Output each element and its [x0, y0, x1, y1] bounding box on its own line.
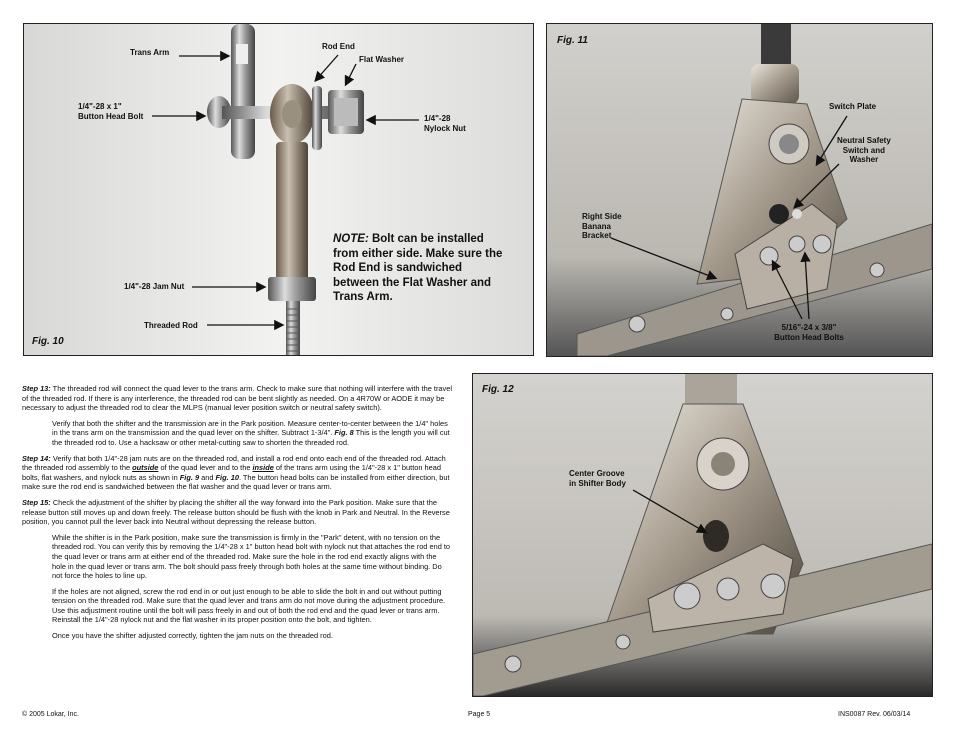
step-14-a: Verify that both 1/4"-28 jam nuts are on the threaded rod, and install a rod end onto each end of the threaded rod. Attach the threaded rod assembly to the	[22, 453, 446, 473]
label-threaded-rod: Threaded Rod	[144, 321, 198, 330]
step-13-paragraph-2	[52, 419, 452, 448]
step-14-number: Step 14:	[22, 453, 51, 463]
label-rod-end: Rod End	[322, 42, 355, 51]
instruction-steps	[22, 384, 452, 647]
fig10-photo	[24, 24, 533, 355]
label-flat-washer: Flat Washer	[359, 55, 405, 64]
step-15	[22, 498, 452, 527]
fig12-photo	[473, 374, 932, 696]
note-body: Bolt can be installed from either side. Make sure the Rod End is sandwiched between the Flat Washer and Trans Arm.	[333, 233, 503, 303]
label-neutral-l3: Washer	[849, 155, 879, 164]
label-rsb-l2: Banana	[582, 221, 611, 231]
label-neutral-safety	[837, 136, 891, 165]
label-rsb-l1: Right Side	[582, 212, 622, 221]
label-bolts-l1: 5/16"-24 x 3/8"	[781, 323, 837, 332]
label-groove-l2: in Shifter Body	[569, 478, 626, 488]
label-bolts-l2: Button Head Bolts	[774, 332, 844, 342]
label-jam-nut: 1/4"-28 Jam Nut	[124, 282, 185, 291]
label-neutral-l2: Switch and	[842, 145, 886, 155]
step-14-d: . The button head bolts can be installed from either direction, but make sure the rod end is sandwiched between the flat washer and the quad lever or trans arm.	[22, 472, 450, 492]
step-14-fig9: Fig. 9	[179, 472, 200, 482]
step-14-c: of the trans arm using the 1/4"-28 x 1" button head bolts, flat washers, and nylock nuts as shown in	[22, 463, 441, 482]
step-14-fig10: Fig. 10	[215, 472, 239, 482]
label-right-side-bracket	[582, 212, 622, 241]
label-button-head-bolt	[78, 102, 143, 121]
step-14-and: and	[199, 472, 216, 482]
fig10-label: Fig. 10	[32, 336, 64, 347]
label-nylock-line1: 1/4"-28	[424, 114, 451, 123]
step-14-b: of the quad lever and to the	[158, 463, 253, 473]
label-bolt-line2: Button Head Bolt	[78, 111, 144, 121]
footer-page-number: Page 5	[468, 711, 491, 718]
fig12-panel	[472, 373, 933, 697]
step-15-paragraph-4: Once you have the shifter adjusted correctly, tighten the jam nuts on the threaded rod.	[52, 631, 333, 641]
note-lead: NOTE:	[333, 233, 369, 245]
step-15-paragraph-2: While the shifter is in the Park position, make sure the transmission is firmly in the "Park" detent, with no tension on the threaded rod. You can verify this by removing the 1/4"-28 x 1" button head bolt with nylock nut that attaches the rod end to the quad lever or trans arm at either end of the threaded rod. Make sure the hole in the rod end exactly aligns with the hole in the quad lever or trans arm. The bolt should pass freely through both holes at the same time without binding. Do not force the holes to line up.	[52, 532, 451, 581]
fig11-label: Fig. 11	[557, 35, 588, 46]
fig11-photo	[547, 24, 932, 356]
label-neutral-l1: Neutral Safety	[837, 136, 891, 145]
step-13-text: The threaded rod will connect the quad lever to the trans arm. Check to make sure that nothing will interfere with the travel of the threaded rod. If there is any interference, the threaded rod can be bent slightly as needed. On a 4R70W or AODE it may be necessary to adjust the threaded rod to clear the MLPS (manual lever position switch or neutral safety switch).	[22, 384, 452, 413]
step-14	[22, 454, 452, 492]
step-13-p2-a: Verify that both the shifter and the transmission are in the Park position. Measure center-to-center between the 1/4" holes in the trans arm on the transmission and the quad lever on the shifter. Subtract 1-3/4".	[52, 418, 448, 438]
label-nylock-nut	[424, 114, 466, 133]
note-text	[333, 232, 508, 305]
label-nylock-line2: Nylock Nut	[424, 123, 466, 133]
footer-copyright: © 2005 Lokar, Inc.	[22, 711, 79, 718]
label-rsb-l3: Bracket	[582, 231, 612, 240]
step-15-text: Check the adjustment of the shifter by placing the shifter all the way forward into the Park position. Make sure that the release button still moves up and down freely. The release button should be flush with the knob in Park and Neutral. In the Reverse position, you cannot pull the lever back into Neutral without depressing the release button.	[22, 497, 450, 527]
label-trans-arm: Trans Arm	[130, 48, 170, 57]
label-groove-l1: Center Groove	[569, 469, 625, 478]
label-switch-plate: Switch Plate	[829, 102, 877, 111]
step-13-number: Step 13:	[22, 384, 51, 393]
label-center-groove	[569, 469, 626, 488]
step-14-outside: outside	[132, 463, 159, 473]
label-bolt-line1: 1/4"-28 x 1"	[78, 102, 122, 111]
step-13-fig-ref: Fig. 8	[334, 428, 354, 438]
fig11-panel	[546, 23, 933, 357]
step-15-paragraph-3: If the holes are not aligned, screw the rod end in or out just enough to be able to slide the bolt in and out without putting tension on the threaded rod. Make sure that the quad lever and trans arm do not move during the adjustment procedure. Use this adjustment routine until the bolt will pass freely in and out of both the rod end and the quad lever or trans arm. Reinstall the 1/4"-28 nylock nut and the flat washer in its proper position onto the bolt, and tighten.	[52, 586, 446, 625]
fig10-panel	[23, 23, 534, 356]
footer-doc-revision: INS0087 Rev. 06/03/14	[838, 711, 911, 718]
step-14-inside: inside	[252, 463, 274, 473]
fig12-label: Fig. 12	[482, 384, 514, 395]
step-15-number: Step 15:	[22, 497, 51, 507]
step-13-p2-b: This is the length you will cut the threaded rod to. Use a hacksaw or other metal-cutting saw to shorten the threaded rod.	[52, 428, 450, 447]
label-button-head-bolts	[763, 323, 855, 342]
step-13	[22, 384, 452, 413]
